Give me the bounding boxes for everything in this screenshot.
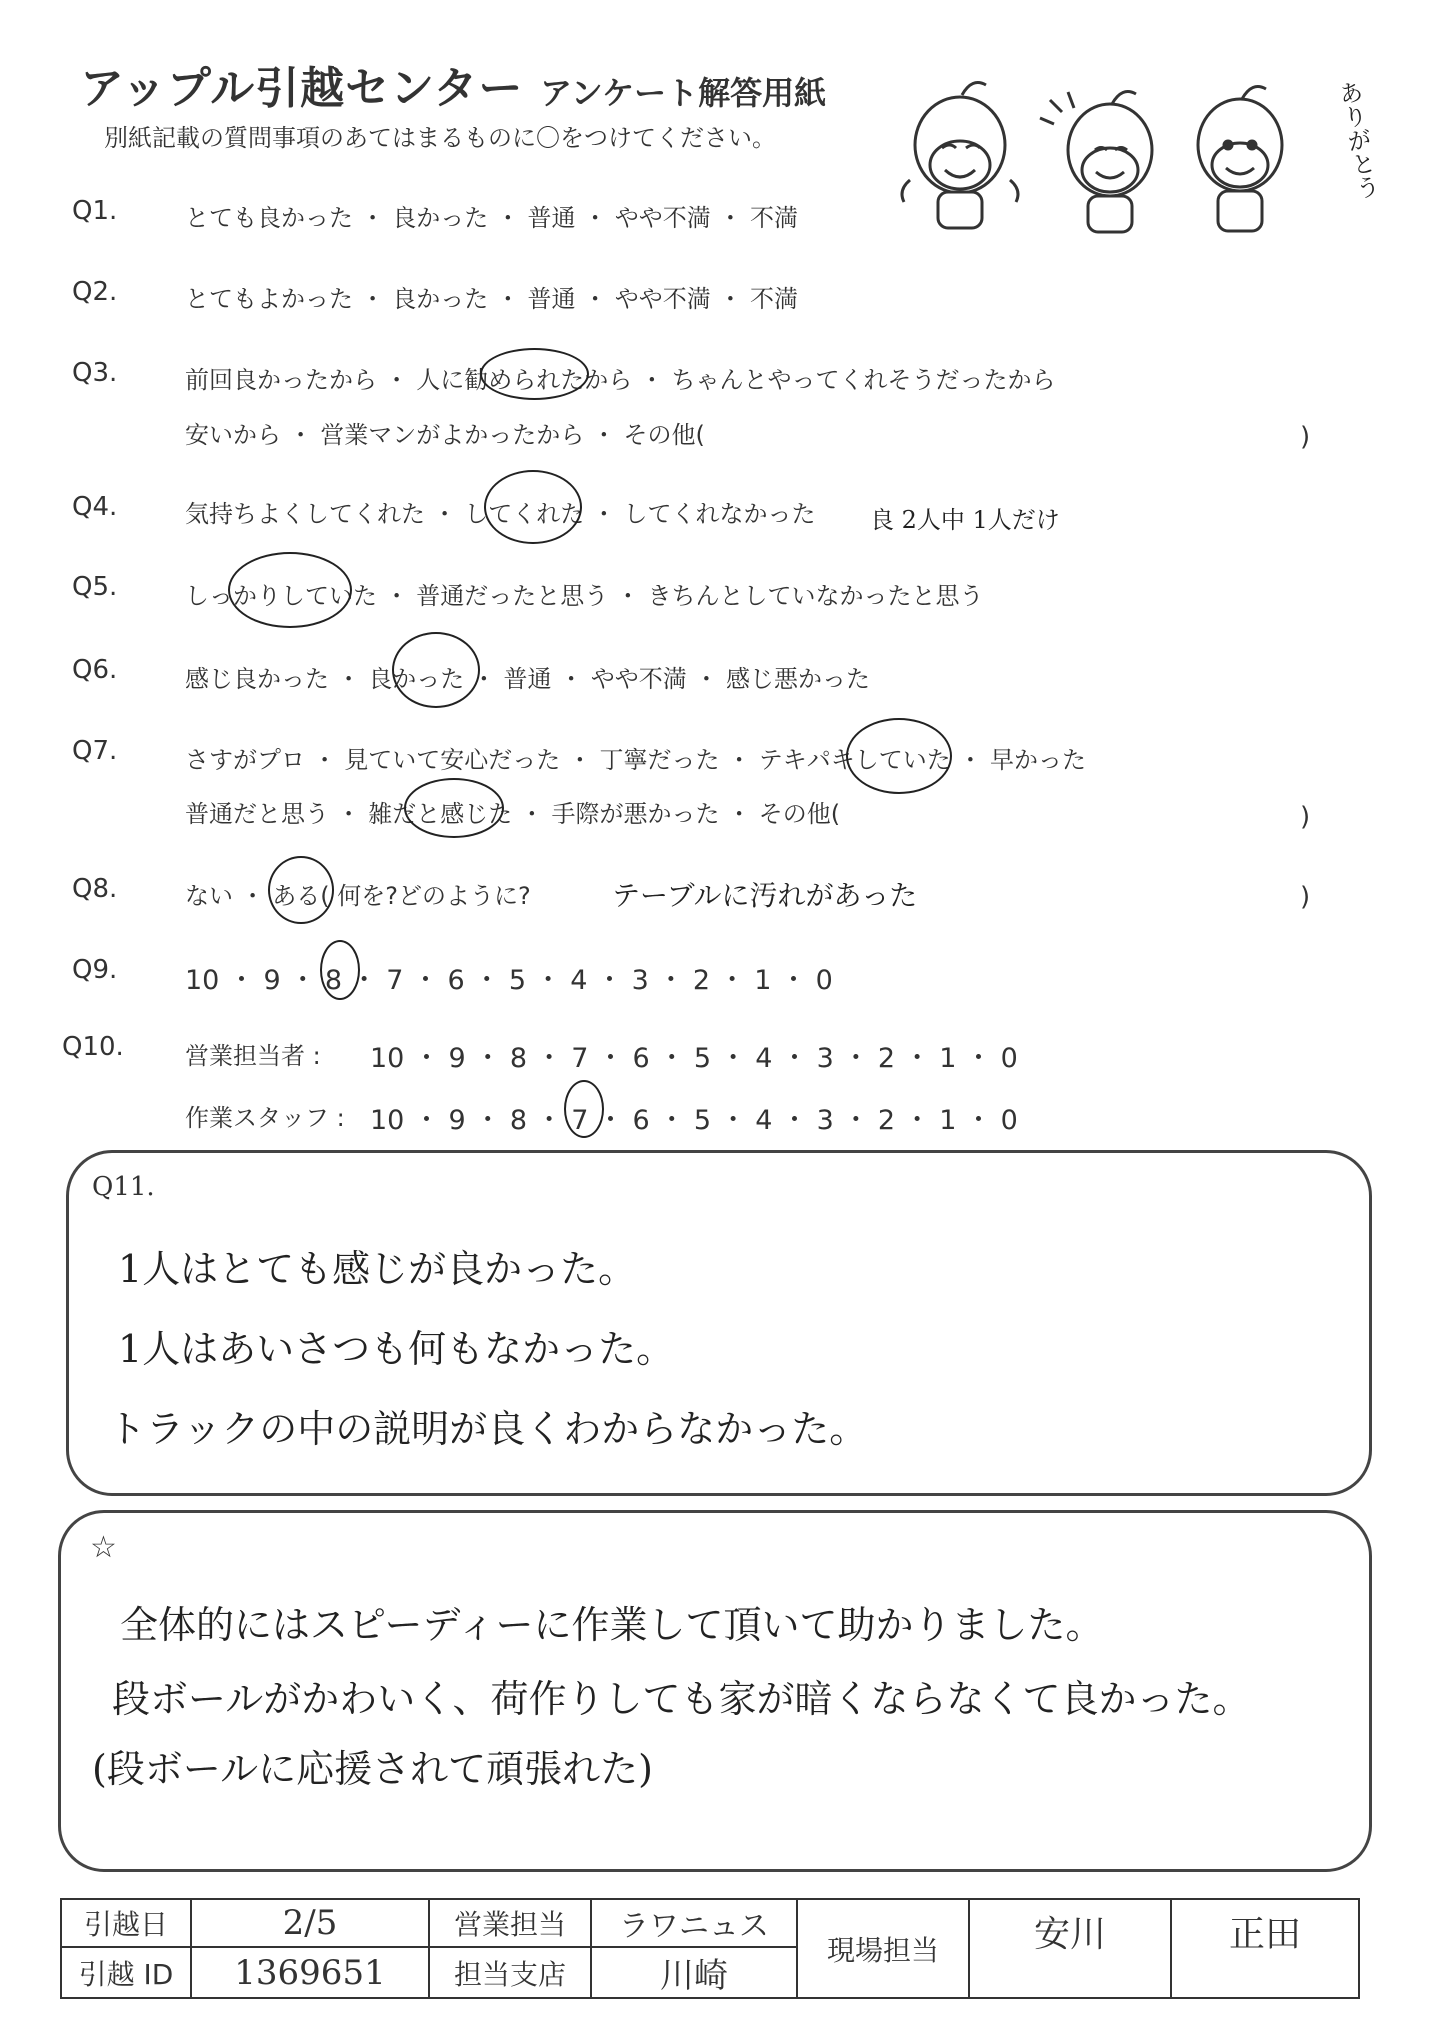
q5-number: Q5. [72,572,118,602]
site-label: 現場担当 [797,1899,969,1998]
sales-label: 営業担当 [429,1899,591,1947]
q4-number: Q4. [72,492,118,522]
q3-options-line1: 前回良かったから ・ 人に勧められたから ・ ちゃんとやってくれそうだったから [185,366,1056,394]
monkey-2-icon [1040,92,1152,232]
move-date-value: 2/5 [191,1899,429,1947]
branch-label: 担当支店 [429,1947,591,1998]
q7-selection-circle-1 [846,718,952,794]
q8-selection-circle [268,856,334,924]
monkey-1-icon [902,83,1018,228]
q4-options: 気持ちよくしてくれた ・ してくれた ・ してくれなかった [185,500,816,528]
q8-options: ない ・ ある( 何を?どのように? [185,882,531,910]
comments-line-3: (段ボールに応援されて頑張れた) [92,1747,653,1791]
q7-options-line1: さすがプロ ・ 見ていて安心だった ・ 丁寧だった ・ テキパキしていた ・ 早かった [185,746,1087,774]
q8-close-paren: ) [1300,882,1311,912]
q11-line-2: 1人はあいさつも何もなかった。 [118,1327,675,1371]
q10-number: Q10. [62,1032,124,1062]
q3-selection-circle [480,348,589,400]
q11-line-1: 1人はとても感じが良かった。 [118,1247,637,1291]
comments-line-1: 全体的にはスピーディーに作業して頂いて助かりました。 [120,1603,1104,1647]
footer-table [60,1898,1360,1999]
q8-handwritten-note: テーブルに汚れがあった [612,879,918,912]
site-value-1: 安川 [969,1899,1171,1998]
q7-selection-circle-2 [404,778,504,838]
branch-value: 川崎 [591,1947,797,1998]
q1-options: とても良かった ・ 良かった ・ 普通 ・ やや不満 ・ 不満 [185,204,799,232]
q10-staff-selection-circle [564,1080,604,1138]
star-icon: ☆ [90,1530,117,1565]
mascot-illustration [890,70,1360,250]
q8-number: Q8. [72,874,118,904]
q9-number: Q9. [72,955,118,985]
q7-close-paren: ) [1300,802,1311,832]
site-value-2: 正田 [1171,1899,1359,1998]
q4-selection-circle [484,470,582,544]
q2-options: とてもよかった ・ 良かった ・ 普通 ・ やや不満 ・ 不満 [185,285,799,313]
q3-close-paren: ) [1300,422,1311,452]
q3-options-line2: 安いから ・ 営業マンがよかったから ・ その他( [185,421,705,449]
q1-number: Q1. [72,196,118,226]
move-date-label: 引越日 [61,1899,191,1947]
thanks-text: ありがとう [1332,78,1382,202]
q2-number: Q2. [72,277,118,307]
q6-number: Q6. [72,655,118,685]
q3-number: Q3. [72,358,118,388]
q7-number: Q7. [72,736,118,766]
q4-handwritten-note: 良 2人中 1人だけ [870,506,1060,534]
move-id-label: 引越 ID [61,1947,191,1998]
q9-scale: 10 ・ 9 ・ 8 ・ 7 ・ 6 ・ 5 ・ 4 ・ 3 ・ 2 ・ 1 ・ 0 [185,965,833,996]
q6-selection-circle [392,632,480,708]
q6-options: 感じ良かった ・ 良かった ・ 普通 ・ やや不満 ・ 感じ悪かった [185,665,871,693]
q10-staff-scale: 10 ・ 9 ・ 8 ・ 7 ・ 6 ・ 5 ・ 4 ・ 3 ・ 2 ・ 1 ・ 0 [370,1105,1018,1136]
monkey-3-icon [1198,87,1282,231]
q10-sales-scale: 10 ・ 9 ・ 8 ・ 7 ・ 6 ・ 5 ・ 4 ・ 3 ・ 2 ・ 1 ・ 0 [370,1043,1018,1074]
q7-options-line2: 普通だと思う ・ 雑だと感じた ・ 手際が悪かった ・ その他( [185,800,841,828]
q11-line-3: トラックの中の説明が良くわからなかった。 [108,1407,868,1451]
form-subtitle: アンケート解答用紙 [540,74,827,112]
q10-staff-label: 作業スタッフ : [185,1104,345,1132]
q5-options: しっかりしていた ・ 普通だったと思う ・ きちんとしていなかったと思う [185,582,984,610]
move-id-value: 1369651 [191,1947,429,1998]
q9-selection-circle [320,940,360,1000]
q11-label: Q11. [92,1172,155,1202]
company-title: アップル引越センター [80,63,524,114]
q5-selection-circle [228,552,352,628]
comments-line-2: 段ボールがかわいく、荷作りしても家が暗くならなくて良かった。 [112,1677,1251,1721]
sales-value: ラワニュス [591,1899,797,1947]
instruction-text: 別紙記載の質問事項のあてはまるものに〇をつけてください。 [104,124,776,152]
q10-sales-label: 営業担当者 : [185,1042,321,1070]
